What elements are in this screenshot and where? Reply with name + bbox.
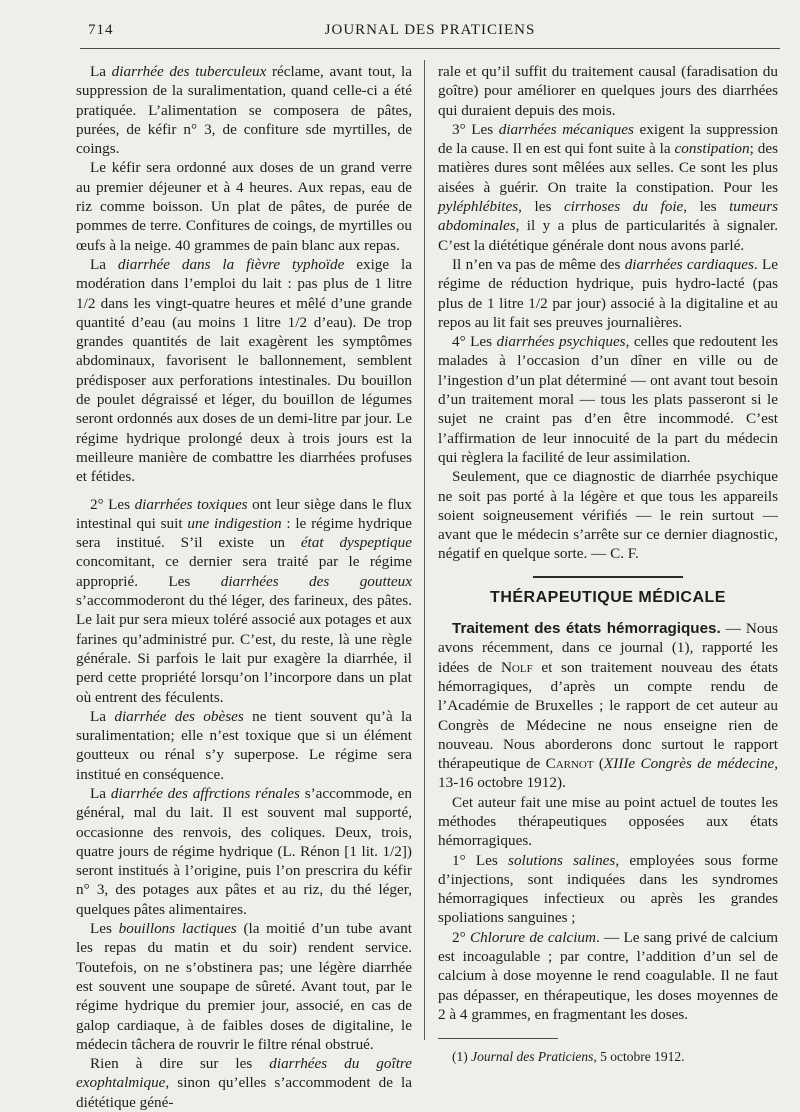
- paragraph: Traitement des états hémorragiques. — Nous avons récemment, dans ce journal (1), rapporté les idées de Nolf et son traitement nouveau des états hémorragiques, d’après un compte rendu de l’Académie de Bruxelles ; le rapport de cet auteur au Congrès de Médecine ne nous enseigne rien de nouveau. Nous aborderons donc surtout le rapport thérapeutique de Carnot (XIIIe Congrès de médecine, 13-16 octobre 1912).: [438, 620, 778, 792]
- paragraph: Il n’en va pas de même des diarrhées cardiaques. Le régime de réduction hydrique, puis hydro-lacté (pas plus de 1 litre 1/2 par jour) associé à la digitaline et au repos au lit fait ses preuves journalières.: [438, 255, 778, 331]
- paragraph: Cet auteur fait une mise au point actuel de toutes les méthodes thérapeutiques opposées aux états hémorragiques.: [438, 793, 778, 850]
- footnote-rule: [438, 1038, 558, 1039]
- paragraph: Seulement, que ce diagnostic de diarrhée psychique ne soit pas porté à la légère et que tous les appareils soient soigneusement vérifiés — le rein surtout — avant que le médecin s’arrête sur ce dernier diagnostic, négatif en quelque sorte. — C. F.: [438, 468, 778, 563]
- paragraph: rale et qu’il suffit du traitement causal (faradisation du goître) pour améliorer en quelques jours des diarrhées qui duraient depuis des mois.: [438, 63, 778, 119]
- left-column: [76, 62, 412, 1112]
- section-title: THÉRAPEUTIQUE MÉDICALE: [490, 588, 726, 606]
- paragraph: 4° Les diarrhées psychiques, celles que redoutent les malades à l’occasion d’un dîner en ville ou de l’ingestion d’un plat déterminé — ont avant tout besoin d’un traitement moral — tous les plats passeront si le sujet ne craint pas d’en être incommodé. C’est l’affirmation de leur innocuité de la part du médecin qui règlera la facilité de leur assimilation.: [438, 333, 778, 466]
- paragraph: 1° Les solutions salines, employées sous forme d’injections, sont indiquées dans les syndromes hémorragiques infectieux ou après les grandes spoliations sanguines ;: [438, 851, 778, 927]
- paragraph: La diarrhée des tuberculeux réclame, avant tout, la suppression de la suralimentation, quand celle-ci a été pratiquée. L’alimentation se composera de pâtes, purées, de kéfir n° 3, de confiture sde myrtilles, de coings.: [76, 63, 412, 158]
- paragraph: La diarrhée dans la fièvre typhoïde exige la modération dans l’emploi du lait : pas plus de 1 litre 1/2 dans les vingt-quatre heures et mêlé d’une grande quantité d’eau (au moins 1 litre 1/2 d’eau). De trop grandes quantités de lait exagèrent les symptômes abdominaux, favorisent le ballonnement, semblent prédisposer aux perforations intestinales. Du bouillon de poulet dégraissé et léger, du bouillon de légumes seront ordonnés aux doses de un demi-litre par jour. Le régime hydrique prolongé deux à trois jours est la meilleure manière de combattre les diarrhées profuses et fétides.: [76, 255, 412, 486]
- right-column: [438, 62, 778, 1067]
- page-number: 714: [88, 22, 114, 38]
- column-divider: [424, 60, 425, 1040]
- paragraph: La diarrhée des affrctions rénales s’accommode, en général, mal du lait. Il est souvent mal supporté, occasionne des renvois, des coliques. Deux, trois, quatre jours de régime hydrique (L. Rénon [1 lit. 1/2]) seront institués à l’origine, puis l’on prescrira du kéfir n° 3, des potages aux pâtes et au riz, du thé léger, quelques pâtes alimentaires.: [76, 784, 412, 918]
- section-rule: [533, 576, 683, 578]
- paragraph: Les bouillons lactiques (la moitié d’un tube avant les repas du matin et du soir) rendent service. Toutefois, on ne s’obstinera pas; une légère diarrhée est souvent une soupape de sûreté. Avant tout, par le régime hydrique du premier jour, associé, en cas de galop cardiaque, à de faibles doses de digitaline, le médecin tâchera de rouvrir le filtre rénal obstrué.: [76, 920, 412, 1053]
- paragraph: 2° Chlorure de calcium. — Le sang privé de calcium est incoagulable ; par contre, l’addition d’un sel de calcium à dose moyenne le rend coagulable. Il ne faut pas dépasser, en thérapeutique, les doses moyennes de 2 à 4 grammes, en fragmentant les doses.: [438, 928, 779, 1023]
- running-head: JOURNAL DES PRATICIENS: [324, 22, 536, 38]
- article-lead: Traitement des états hémorragiques.: [452, 620, 721, 638]
- paragraph: La diarrhée des obèses ne tient souvent qu’à la suralimentation; elle n’est toxique que si un élément goutteux ou rénal s’y superpose. Le régime sera institué en conséquence.: [76, 707, 412, 783]
- page-header: [80, 20, 780, 44]
- paragraph: 3° Les diarrhées mécaniques exigent la suppression de la cause. Il en est qui font suite à la constipation; des matières dures sont mêlées aux selles. Ce sont les plus aisées à guérir. On traite la constipation. Pour les pyléphlébites, les cirrhoses du foie, les tumeurs abdominales, il y a plus de particularités à signaler. C’est la diététique générale dont nous avons parlé.: [438, 120, 779, 254]
- paragraph: Rien à dire sur les diarrhées du goître exophtalmique, sinon qu’elles s’accommodent de la diététique géné-: [76, 1055, 412, 1111]
- paragraph: 2° Les diarrhées toxiques ont leur siège dans le flux intestinal qui suit une indigestion : le régime hydrique sera institué. S’il existe un état dyspeptique concomitant, ce dernier sera traité par le régime approprié. Les diarrhées des goutteux s’accommoderont du thé léger, des farineux, des pâtes. Le lait pur sera mieux toléré associé aux potages et aux farines qu’administré pur. C’est, du reste, là une règle générale. Si parfois le lait pur exagère la diarrhée, il perd cette propriété lorsqu’on l’incorpore dans un plat où entrent des féculents.: [76, 495, 412, 706]
- footnote: (1) Journal des Praticiens, 5 octobre 1912.: [452, 1049, 685, 1065]
- paragraph: Le kéfir sera ordonné aux doses de un grand verre au premier déjeuner et à 4 heures. Aux repas, eau de riz comme boisson. Un plat de pâtes, de purée de pommes de terre. Confitures de coings, de myrtilles ou œufs à la neige. 40 grammes de pain blanc aux repas.: [76, 159, 412, 254]
- header-rule: [80, 48, 780, 49]
